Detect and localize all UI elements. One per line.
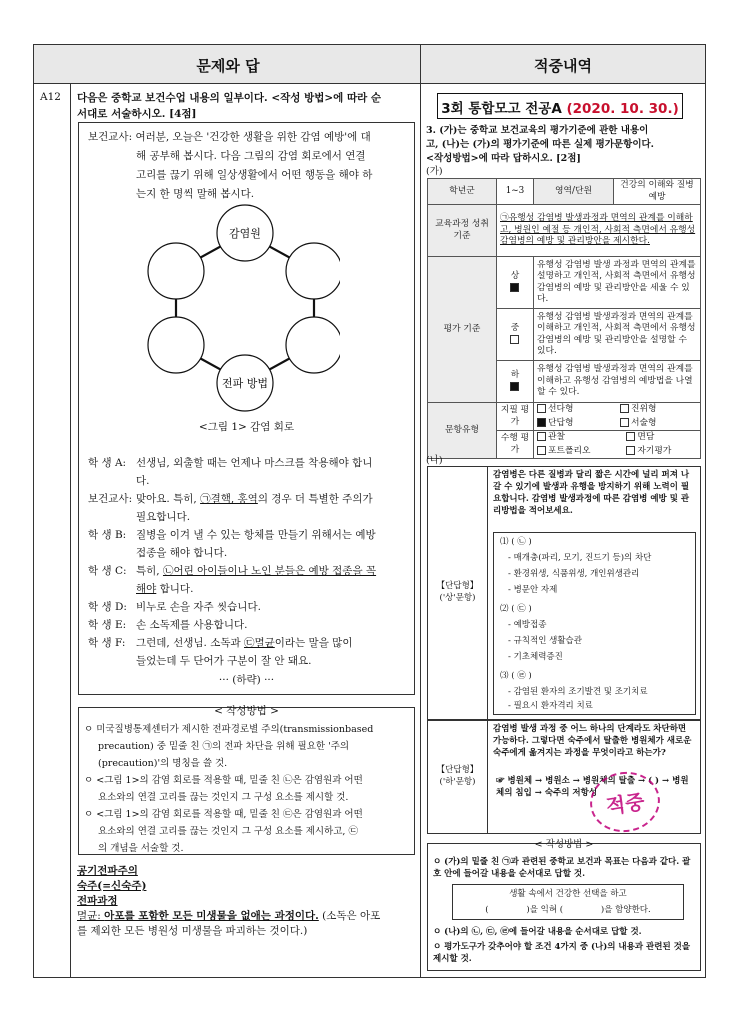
level-high: 상 [497,257,534,309]
grade-value: 1~3 [497,179,534,205]
teacher-line-4: 는지 한 명씩 말해 봅시다. [136,188,255,200]
method-3-line-1: ㅇ <그림 1>의 감염 회로를 적용할 때, 밑줄 친 ㉢은 감염원과 어떤 [84,809,363,820]
type-cat-performance: 수행 평가 [497,431,534,459]
match-method-1: ㅇ (가)의 밑줄 친 ㉠과 관련된 중학교 보건과 목표는 다음과 같다. 괄호 안에 들어갈 내용을 순서대로 답할 것. [433,857,691,879]
item1-group2-b: - 규칙적인 생활습관 [508,636,582,646]
item2-label: 【단답형】 ('하'문항) [436,765,479,787]
goal-box-line-1: 생활 속에서 건강한 선택을 하고 [509,889,627,899]
item1-text: 감염병은 다른 질병과 달리 짧은 시간에 널리 퍼져 나갈 수 있기에 발생과 유행을 방지하기 위해 노력이 필요합니다. 감염병 발생과정에 따른 감염병 예방 및 관리방법을 적어보세요. [493,470,690,516]
level-mid-text: 유행성 감염병 발생과정과 면역의 관계를 이해하고 개인적, 사회적 측면에서 유행성 감염병의 예방 및 관리방안을 설명할 수 있다. [534,309,701,361]
hit-stamp-text: 적중 [604,789,647,819]
method-1-line-1: ㅇ 미국질병통제센터가 제시한 전파경로별 주의(transmissionbased [84,724,374,735]
level-low: 하 [497,361,534,403]
student-c-speaker: 학 생 C: [88,565,127,577]
item1-group2-head: ⑵ ( ㉢ ) [500,604,532,614]
method-1-line-3: (precaution)'의 명칭을 쓸 것. [98,758,228,769]
student-d-line-1: 비누로 손을 자주 씻습니다. [136,601,261,613]
na-label: (나) [426,455,443,466]
method-2-line-2: 요소와의 연결 고리를 끊는 것인지 그 구성 요소를 제시할 것. [98,792,349,803]
header-left-title: 문제와 답 [196,57,260,75]
node-top-label: 감염원 [229,227,261,240]
student-f-line-1: 그런데, 선생님. 소독과 ㉢멸균이라는 말을 많이 [136,637,353,649]
item1-group2-a: - 예방접종 [508,620,547,630]
method-title-left: < 작성방법 > [214,705,279,717]
item1-group1-c: - 병문안 자제 [508,585,558,595]
student-b-line-1: 질병을 이겨 낼 수 있는 항체를 만들기 위해서는 예방 [136,529,376,541]
student-c-line-2: 해야 합니다. [136,583,194,595]
match-method-2: ㅇ (나)의 ㉡, ㉢, ㉣에 들어갈 내용을 순서대로 답할 것. [433,927,642,937]
goal-box-line-2: ( )을 익혀 ( )을 함양한다. [485,905,651,915]
exam-title-text: 3회 통합모고 전공A [441,101,567,117]
student-c-line-1: 특히, ㉡어린 아이들이나 노인 분들은 예방 접종을 꼭 [136,565,377,577]
method-title-right: < 작성방법 > [534,839,594,850]
infection-cycle-diagram [140,203,340,413]
grade-label: 학년군 [428,179,497,205]
match-q-line-1: 3. (가)는 중학교 보건교육의 평가기준에 관한 내용이 [426,125,649,136]
number-divider [70,83,71,978]
item1-group3-a: - 감염된 환자의 조기발견 및 조기치료 [508,687,648,697]
node-left-bottom [148,317,204,373]
goal-label: 교육과정 성취기준 [428,205,497,257]
answer-4: 멸균: 아포를 포함한 모든 미생물을 없애는 과정이다. (소독은 아포 [77,910,381,922]
teacher-line-1: 보건교사: 여러분, 오늘은 '건강한 생활을 위한 감염 예방'에 대 [88,131,371,143]
student-a-line-1: 선생님, 외출할 때는 언제나 마스크를 착용해야 합니 [136,457,373,469]
method-3-line-2: 요소와의 연결 고리를 끊는 것인지 그 구성 요소를 제시하고, ㉢ [98,826,358,837]
item1-group1-a: - 매개충(파리, 모기, 진드기 등)의 차단 [508,553,652,563]
student-a-line-2: 다. [136,475,150,487]
exam-date: (2020. 10. 30.) [566,101,679,117]
teacher-line-2: 해 공부해 봅시다. 다음 그림의 감염 회로에서 연결 [136,150,366,162]
header-right-title: 적중내역 [534,57,592,75]
diagram-caption: <그림 1> 감염 회로 [198,421,295,433]
area-value: 건강의 이해와 질병예방 [614,179,701,205]
teacher2-line-1: 맞아요. 특히, ㉠결핵, 홍역의 경우 더 특별한 주의가 [136,493,373,505]
method-3-line-3: 의 개념을 서술할 것. [98,843,184,854]
type-cat-written: 지필 평가 [497,403,534,431]
question-number: A12 [40,91,61,103]
ga-label: (가) [426,166,443,177]
item1-group1-head: ⑴ ( ㉡ ) [500,537,532,547]
student-f-speaker: 학 생 F: [88,637,126,649]
type-performance-items: 관찰 면담 포트폴리오 자기평가 [534,431,701,459]
node-right-top [286,243,340,299]
area-label: 영역/단원 [534,179,614,205]
ellipsis-text: ··· (하략) ··· [218,674,275,686]
goal-value: ㉠유행성 감염병 발생과정과 면역의 관계를 이해하고, 병원인 예절 등 개인적, 사회적 측면에서 유행성 감염병의 예방 및 관리방안을 제시한다. [497,205,701,257]
node-right-bottom [286,317,340,373]
student-e-speaker: 학 생 E: [88,619,127,631]
match-q-line-3: <작성방법>에 따라 답하시오. [2점] [426,153,581,164]
item1-divider [487,466,488,720]
answer-3: 전파과정 [77,895,118,907]
exam-title [437,97,683,117]
type-label: 문항유형 [428,403,497,459]
answer-4-line-2: 를 제외한 모든 병원성 미생물을 파괴하는 것이다.) [77,925,308,937]
item1-label: 【단답형】 ('상'문항) [436,581,479,603]
question-intro-1: 다음은 중학교 보건수업 내용의 일부이다. <작성 방법>에 따라 순 [77,92,382,104]
teacher2-speaker: 보건교사: [88,493,133,505]
answer-2: 숙주(=신숙주) [77,880,147,892]
match-method-3: ㅇ 평가도구가 갖추어야 할 조건 4가지 중 (나)의 내용과 관련된 것을 제시할 것. [433,942,691,964]
criteria-table [427,178,701,459]
item1-group3-b: - 필요시 환자격리 치료 [508,701,593,711]
item2-text: 감염병 발생 과정 중 어느 하나의 단계라도 차단하면 가능하다. 그렇다면 숙주에서 탈출한 병원체가 새로운 숙주에게 옮겨지는 과정을 무엇이라고 하는가? [493,724,692,758]
match-q-line-2: 고, (나)는 (가)의 평가기준에 따른 실제 평가문항이다. [426,139,654,150]
level-mid: 중 [497,309,534,361]
student-b-speaker: 학 생 B: [88,529,127,541]
student-b-line-2: 접종을 해야 합니다. [136,547,228,559]
student-f-line-2: 들었는데 두 단어가 구분이 잘 안 돼요. [136,655,312,667]
node-bottom-label: 전파 방법 [221,377,269,390]
question-intro-2: 서대로 서술하시오. [4점] [77,108,197,120]
item2-chain: ☞ 병원체 → 병원소 → 병원체의 탈출 → ( ) → 병원체의 침입 → 숙주의 저항성 [496,776,689,798]
method-2-line-1: ㅇ <그림 1>의 감염 회로를 적용할 때, 밑줄 친 ㉡은 감염원과 어떤 [84,775,363,786]
item2-divider [487,720,488,834]
item1-group3-head: ⑶ ( ㉣ ) [500,671,532,681]
student-e-line-1: 손 소독제를 사용합니다. [136,619,248,631]
teacher2-line-2: 필요합니다. [136,511,191,523]
answer-1: 공기전파주의 [77,865,138,877]
level-high-text: 유행성 감염병 발생 과정과 면역의 관계를 설명하고 개인적, 사회적 측면에서 유행성 감염병의 예방 및 관리방안을 세울 수 있다. [534,257,701,309]
teacher-line-3: 고리를 끊기 위해 일상생활에서 어떤 행동을 해야 하 [136,169,373,181]
item1-group2-c: - 기초체력증진 [508,652,563,662]
student-a-speaker: 학 생 A: [88,457,127,469]
type-written-items: 선다형 진위형 단답형 서술형 [534,403,701,431]
node-left-top [148,243,204,299]
item1-group1-b: - 환경위생, 식품위생, 개인위생관리 [508,569,640,579]
column-divider [420,45,421,978]
eval-label: 평가 기준 [428,257,497,403]
method-1-line-2: precaution) 중 밑줄 친 ㉠의 전파 차단을 위해 필요한 '주의 [98,741,350,752]
level-low-text: 유행성 감염병 발생과정과 면역의 관계를 이해하고 유행성 감염병의 예방법을 나열할 수 있다. [534,361,701,403]
student-d-speaker: 학 생 D: [88,601,127,613]
